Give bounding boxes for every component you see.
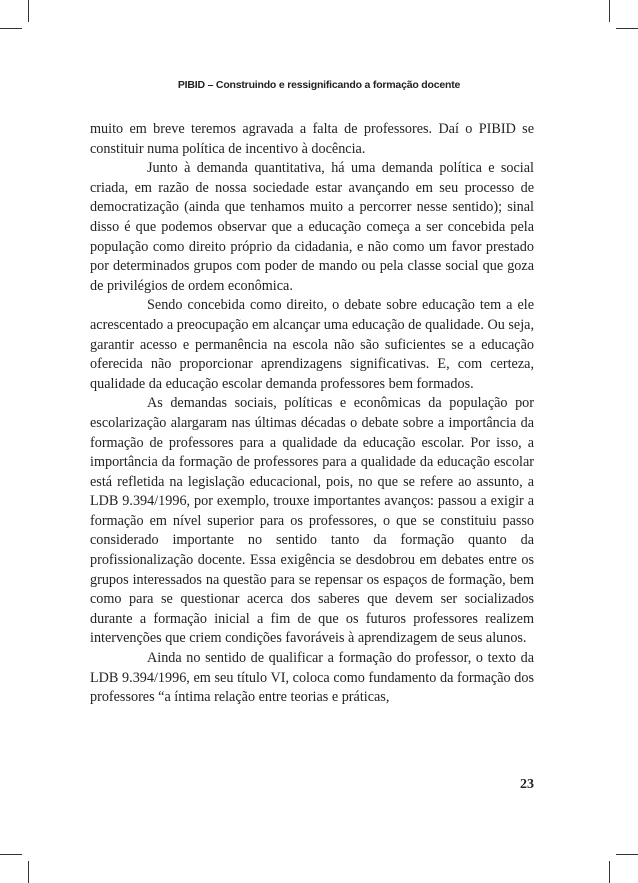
crop-mark <box>0 28 22 29</box>
running-header: PIBID – Construindo e ressignificando a formação docente <box>177 79 461 91</box>
crop-mark <box>609 0 610 22</box>
page-number: 23 <box>520 777 534 792</box>
paragraph: Sendo concebida como direito, o debate sobre educação tem a ele acrescentado a preocupação em alcançar uma educação de qualidade. Ou seja, garantir acesso e permanência na escola não são suficientes se a educação oferecida não proporcionar aprendizagens significativas. E, com certeza, qualidade da educação escolar demanda professores bem formados. <box>90 297 534 392</box>
body-text <box>90 120 534 708</box>
crop-mark <box>28 861 29 883</box>
crop-mark <box>609 861 610 883</box>
crop-mark <box>28 0 29 22</box>
crop-mark <box>0 854 22 855</box>
crop-mark <box>616 28 638 29</box>
paragraph: As demandas sociais, políticas e econômicas da população por escolarização alargaram nas últimas décadas o debate sobre a importância da formação de professores para a qualidade da educação escolar. Por isso, a importância da formação de professores para a qualidade da educação escolar está refletida na legislação educacional, pois, no que se refere ao assunto, a LDB 9.394/1996, por exemplo, trouxe importantes avanços: passou a exigir a formação em nível superior para os professores, o que se constituiu passo considerado importante no sentido tanto da formação quanto da profissionalização docente. Essa exigência se desdobrou em debates entre os grupos interessados na questão para se repensar os espaços de formação, bem como para se questionar acerca dos saberes que devem ser socializados durante a formação inicial a fim de que os futuros professores realizem intervenções que criem condições favoráveis à aprendizagem de seus alunos. <box>90 395 534 647</box>
paragraph: Junto à demanda quantitativa, há uma demanda política e social criada, em razão de nossa sociedade estar avançando em seu processo de democratização (ainda que tenhamos muito a percorrer nesse sentido); sinal disso é que podemos observar que a educação começa a ser concebida pela população como direito próprio da cidadania, e não como um favor prestado por determinados grupos com poder de mando ou pela classe social que goza de privilégios de ordem econômica. <box>90 160 534 294</box>
crop-mark <box>616 854 638 855</box>
paragraph: muito em breve teremos agravada a falta de professores. Daí o PIBID se constituir numa política de incentivo à docência. <box>90 121 534 157</box>
paragraph: Ainda no sentido de qualificar a formação do professor, o texto da LDB 9.394/1996, em seu título VI, coloca como fundamento da formação dos professores “a íntima relação entre teorias e práticas, <box>90 650 534 706</box>
